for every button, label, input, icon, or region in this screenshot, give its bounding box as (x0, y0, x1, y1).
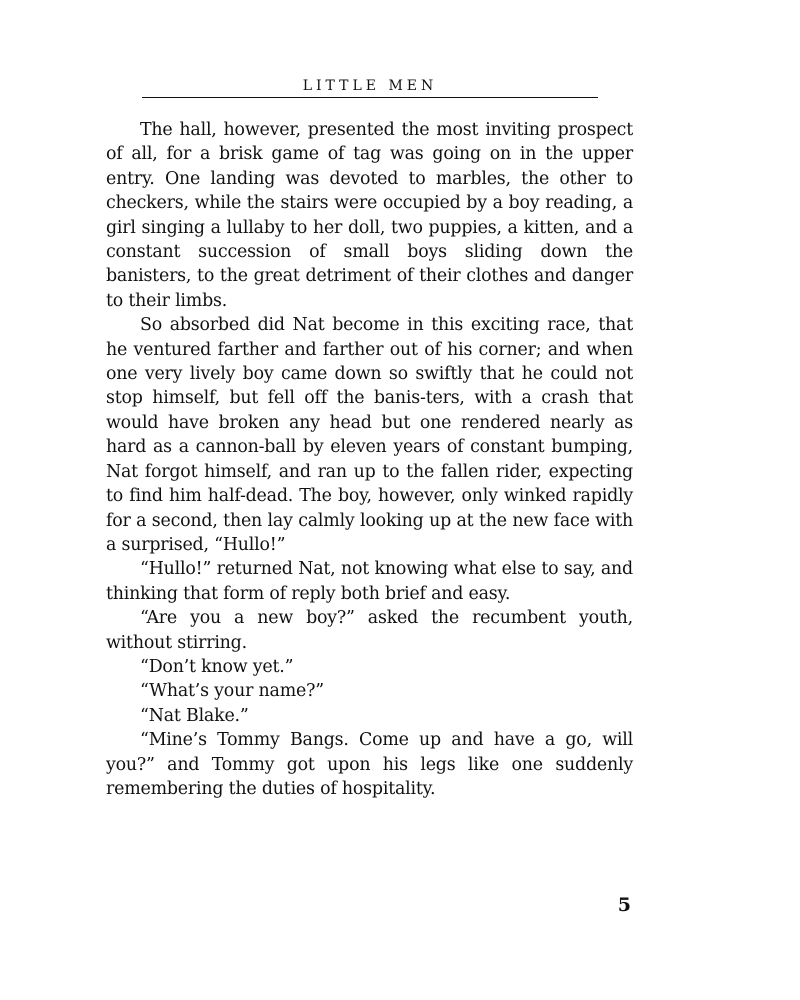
page-number: 5 (617, 894, 631, 916)
paragraph: The hall, however, presented the most inviting prospect of all, for a brisk game of tag was going on in the upper entry. One landing was devoted to marbles, the other to checkers, while the stairs were occupied by a boy reading, a girl singing a lullaby to her doll, two puppies, a kitten, and a constant succession of small boys sliding down the banisters, to the great detriment of their clothes and danger to their limbs. (106, 120, 633, 311)
body-text (106, 118, 633, 801)
paragraph: “Are you a new boy?” asked the recumbent youth, without stirring. (106, 608, 633, 653)
paragraph: “What’s your name?” (140, 681, 324, 702)
paragraph: “Nat Blake.” (140, 705, 249, 726)
running-header-title: LITTLE MEN (302, 78, 438, 94)
paragraph: “Don’t know yet.” (140, 656, 294, 677)
paragraph: “Hullo!” returned Nat, not knowing what else to say, and thinking that form of reply both brief and easy. (106, 559, 633, 604)
paragraph: “Mine’s Tommy Bangs. Come up and have a go, will you?” and Tommy got upon his legs like one suddenly remembering the duties of hospitality. (106, 730, 633, 799)
header-rule (142, 97, 598, 98)
paragraph: So absorbed did Nat become in this exciting race, that he ventured farther and farther out of his corner; and when one very lively boy came down so swiftly that he could not stop himself, but fell off the banis-ters, with a crash that would have broken any head but one rendered nearly as hard as a cannon-ball by eleven years of constant bumping, Nat forgot himself, and ran up to the fallen rider, expecting to find him half-dead. The boy, however, only winked rapidly for a second, then lay calmly looking up at the new face with a surprised, “Hullo!” (106, 315, 633, 555)
